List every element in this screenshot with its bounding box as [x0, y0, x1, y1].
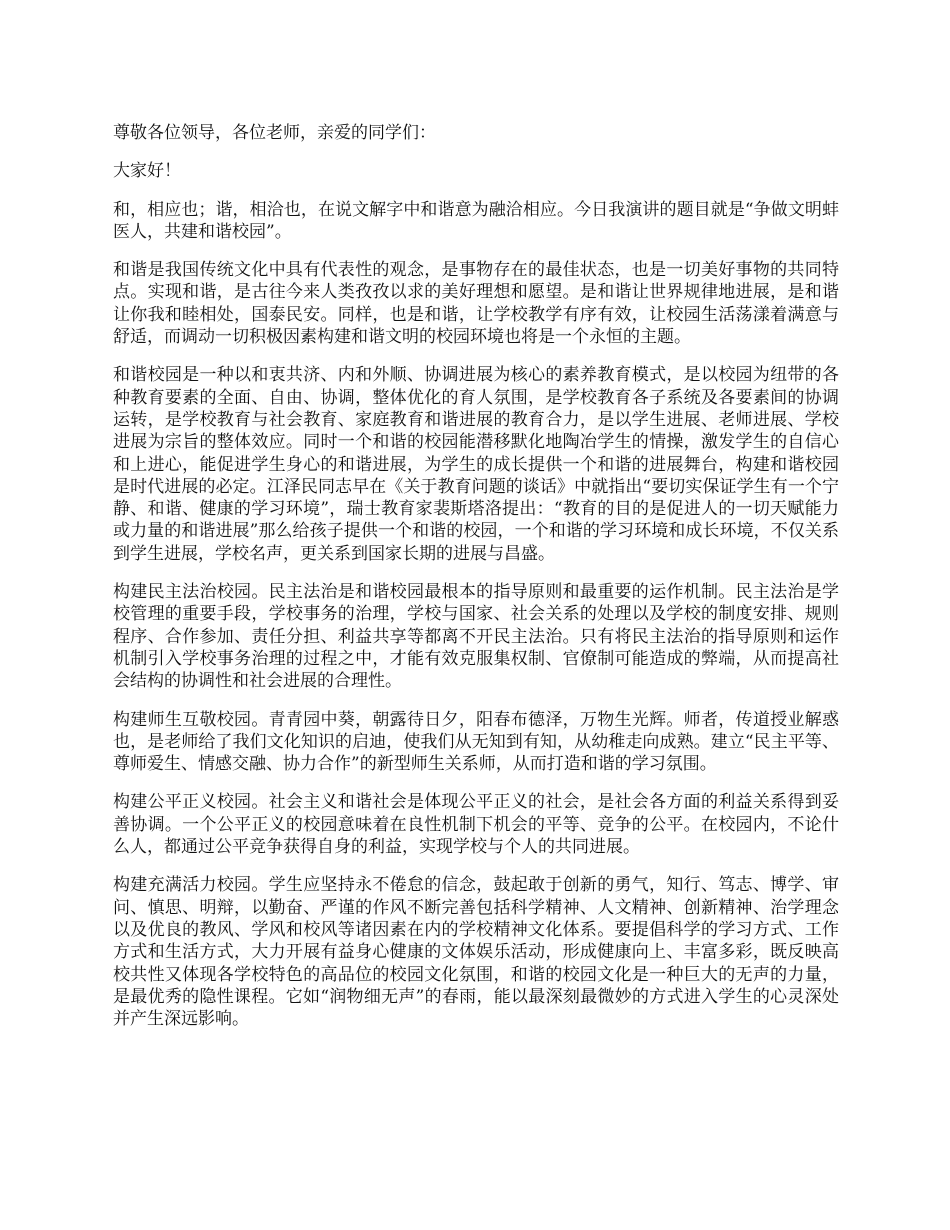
paragraph-teacher-student: 构建师生互敬校园。青青园中葵，朝露待日夕，阳春布德泽，万物生光辉。师者，传道授业解惑也，是老师给了我们文化知识的启迪，使我们从无知到有知，从幼稚走向成熟。建立“民主平等、尊师爱生、情感交融、协力合作”的新型师生关系师，从而打造和谐的学习氛围。: [113, 709, 839, 775]
document-body: [113, 122, 839, 1046]
paragraph-harmony-concept: 和谐是我国传统文化中具有代表性的观念，是事物存在的最佳状态，也是一切美好事物的共同特点。实现和谐，是古往今来人类孜孜以求的美好理想和愿望。是和谐让世界规律地进展，是和谐让你我和睦相处，国泰民安。同样，也是和谐，让学校教学有序有效，让校园生活荡漾着满意与舒适，而调动一切积极因素构建和谐文明的校园环境也将是一个永恒的主题。: [113, 260, 839, 348]
paragraph-vitality: 构建充满活力校园。学生应坚持永不倦怠的信念，鼓起敢于创新的勇气，知行、笃志、博学、审问、慎思、明辩，以勤奋、严谨的作风不断完善包括科学精神、人文精神、创新精神、治学理念以及优良的教风、学风和校风等诸因素在内的学校精神文化体系。要提倡科学的学习方式、工作方式和生活方式，大力开展有益身心健康的文体娱乐活动，形成健康向上、丰富多彩，既反映高校共性又体现各学校特色的高品位的校园文化氛围，和谐的校园文化是一种巨大的无声的力量，是最优秀的隐性课程。它如“润物细无声”的春雨，能以最深刻最微妙的方式进入学生的心灵深处并产生深远影响。: [113, 875, 839, 1030]
salutation: 尊敬各位领导，各位老师，亲爱的同学们：: [113, 123, 436, 143]
greeting: 大家好！: [113, 161, 181, 182]
paragraph-harmonious-campus: 和谐校园是一种以和衷共济、内和外顺、协调进展为核心的素养教育模式，是以校园为纽带的各种教育要素的全面、自由、协调，整体优化的育人氛围，是学校教育各子系统及各要素间的协调运转，是学校教育与社会教育、家庭教育和谐进展的教育合力，是以学生进展、老师进展、学校进展为宗旨的整体效应。同时一个和谐的校园能潜移默化地陶冶学生的情操，激发学生的自信心和上进心，能促进学生身心的和谐进展，为学生的成长提供一个和谐的进展舞台，构建和谐校园是时代进展的必定。江泽民同志早在《关于教育问题的谈话》中就指出“要切实保证学生有一个宁静、和谐、健康的学习环境”，瑞士教育家裴斯塔洛提出：“教育的目的是促进人的一切天赋能力或力量的和谐进展”那么给孩子提供一个和谐的校园，一个和谐的学习环境和成长环境，不仅关系到学生进展，学校名声，更关系到国家长期的进展与昌盛。: [113, 365, 839, 564]
paragraph-democracy-law: 构建民主法治校园。民主法治是和谐校园最根本的指导原则和最重要的运作机制。民主法治是学校管理的重要手段，学校事务的治理，学校与国家、社会关系的处理以及学校的制度安排、规则程序、合作参加、责任分担、利益共享等都离不开民主法治。只有将民主法治的指导原则和运作机制引入学校事务治理的过程之中，才能有效克服集权制、官僚制可能造成的弊端，从而提高社会结构的协调性和社会进展的合理性。: [113, 582, 839, 692]
paragraph-intro: 和，相应也；谐，相洽也，在说文解字中和谐意为融洽相应。今日我演讲的题目就是“争做文明蚌医人，共建和谐校园”。: [113, 199, 839, 242]
paragraph-fairness-justice: 构建公平正义校园。社会主义和谐社会是体现公平正义的社会，是社会各方面的利益关系得到妥善协调。一个公平正义的校园意味着在良性机制下机会的平等、竞争的公平。在校园内，不论什么人，都通过公平竞争获得自身的利益，实现学校与个人的共同进展。: [113, 792, 839, 858]
